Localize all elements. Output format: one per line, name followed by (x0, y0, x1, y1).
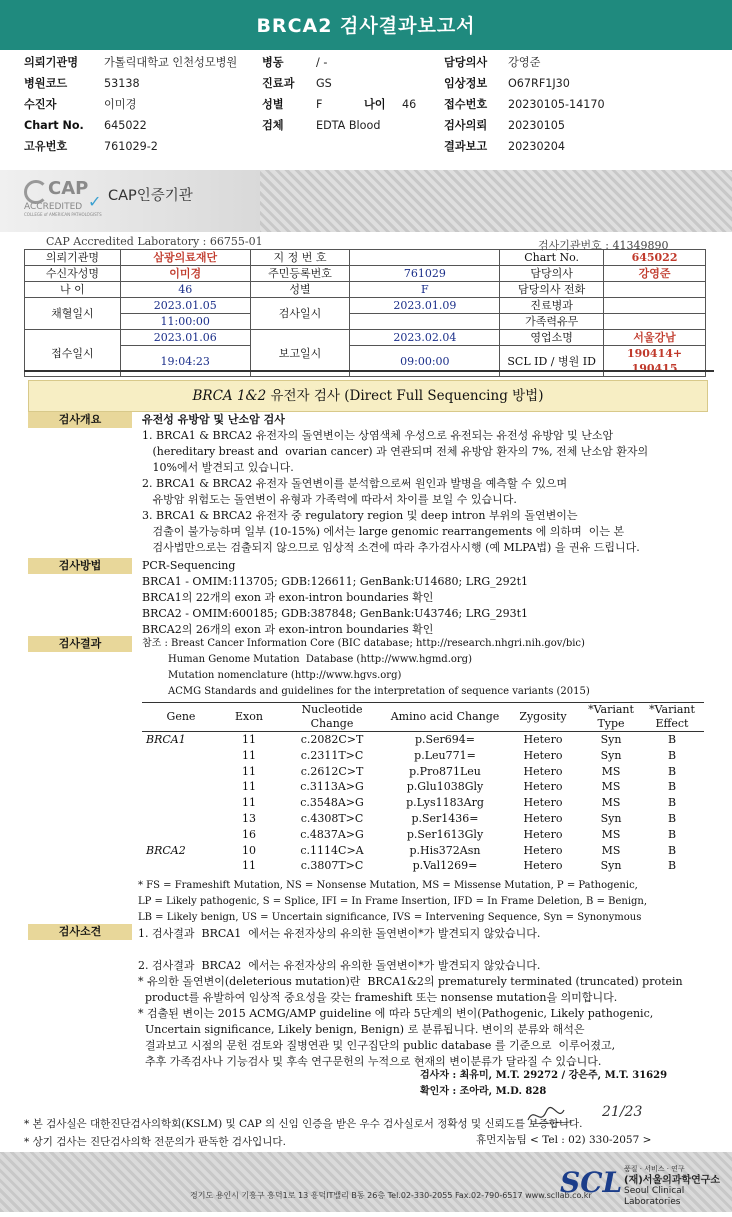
table-cell: p.Val1269= (412, 859, 478, 873)
table-cell: c.3113A>G (300, 780, 364, 794)
text-line: Uncertain significance, Likely benign, Benign) 로 분류됩니다. 변이의 분류와 해석은 (138, 1023, 585, 1036)
info-value: GS (316, 77, 332, 90)
text-line: product를 유발하여 임상적 중요성을 갖는 frameshift 또는 nonsense mutation을 의미합니다. (138, 991, 618, 1004)
grid-cell: 삼광의료재단 (120, 250, 250, 266)
grid-cell: 담당의사 (500, 266, 604, 282)
table-row (142, 811, 704, 827)
grid-cell: 2023.01.06 (120, 330, 250, 346)
info-label: 임상정보 (444, 77, 488, 90)
info-value: 761029-2 (104, 140, 158, 153)
title-method: 유전자 검사 (Direct Full Sequencing 방법) (266, 388, 544, 404)
column-header: Exon (220, 703, 278, 732)
table-cell: 11 (242, 859, 256, 873)
table-cell: c.3548A>G (300, 796, 364, 810)
scl-org-korean: (재)서울의과학연구소 (624, 1175, 721, 1186)
grid-cell: SCL ID / 병원 ID (500, 346, 604, 377)
table-cell (142, 858, 220, 874)
table-cell: Hetero (523, 733, 563, 746)
text-line: * 검출된 변이는 2015 ACMG/AMP guideline 에 따라 5단계의 변이(Pathogenic, Likely pathogenic, (138, 1007, 654, 1020)
scl-logo: SCL (560, 1166, 623, 1199)
grid-cell (604, 314, 706, 330)
table-cell: Syn (600, 859, 622, 873)
section-label-method: 검사방법 (28, 558, 132, 574)
grid-cell: 2023.02.04 (350, 330, 500, 346)
info-value: 645022 (104, 119, 147, 132)
info-value: 20230204 (508, 140, 565, 153)
info-value: EDTA Blood (316, 119, 381, 132)
scl-org-english: Seoul Clinical Laboratories (624, 1186, 685, 1207)
table-cell: p.Leu771= (414, 748, 476, 762)
mutation-table (142, 702, 704, 874)
cap-logo-tiny: COLLEGE of AMERICAN PATHOLOGISTS (24, 212, 102, 217)
table-cell (142, 779, 220, 795)
table-cell: p.Lys1183Arg (406, 796, 484, 810)
abbreviation-legend (138, 878, 718, 926)
grid-cell: 190414+ 190415 (604, 346, 706, 377)
table-cell: MS (601, 843, 621, 857)
sign-date: 21/23 (602, 1104, 643, 1120)
text-line: (hereditary breast and ovarian cancer) 과 연관되며 전체 유방암 환자의 7%, 전체 난소암 환자의 (142, 445, 649, 458)
info-label: 병원코드 (24, 77, 68, 90)
grid-cell: 의뢰기관명 (25, 250, 121, 266)
table-cell: 11 (242, 780, 256, 794)
text-line: 검사법만으로는 검출되지 않으므로 임상적 소견에 따라 추가검사시행 (예 MLPA법) 을 권유 드립니다. (142, 541, 640, 554)
table-cell: B (667, 780, 677, 794)
table-cell: p.Ser694= (414, 733, 476, 746)
info-value: 가톨릭대학교 인천성모병원 (104, 56, 238, 69)
table-cell: Hetero (523, 764, 563, 778)
grid-cell (604, 282, 706, 298)
info-label: 성별 (262, 98, 284, 111)
section-label-findings: 검사소견 (28, 924, 132, 940)
grid-cell: 2023.01.09 (350, 298, 500, 314)
table-cell: B (667, 827, 677, 841)
table-cell: MS (601, 796, 621, 810)
grid-cell: 지 정 번 호 (250, 250, 350, 266)
table-row (142, 843, 704, 859)
table-cell: B (667, 764, 677, 778)
info-label: 수진자 (24, 98, 57, 111)
text-line: 10%에서 발견되고 있습니다. (142, 461, 294, 474)
table-cell: 11 (242, 748, 256, 762)
lab-address: 경기도 용인시 기흥구 흥덕1로 13 흥덕IT밸리 B동 26층 Tel.02-330-2055 Fax.02-790-6517 www.scllab.co.kr (190, 1191, 592, 1200)
text-line: BRCA2의 26개의 exon 과 exon-intron boundaries 확인 (142, 623, 434, 636)
table-cell (142, 827, 220, 843)
table-cell: B (667, 811, 677, 825)
grid-row (25, 282, 706, 298)
info-value: / - (316, 56, 328, 69)
table-row (142, 732, 704, 748)
grid-row (25, 250, 706, 266)
table-cell: B (667, 859, 677, 873)
report-title: BRCA2 검사결과보고서 (0, 0, 732, 50)
table-cell: B (667, 733, 677, 746)
cap-banner (0, 170, 732, 232)
text-line: * 유의한 돌연변이(deleterious mutation)란 BRCA1&2의 prematurely terminated (truncated) protein (138, 975, 683, 988)
table-row (142, 779, 704, 795)
grid-cell: F (350, 282, 500, 298)
institution-number: 검사기관번호 : 41349890 (538, 239, 669, 252)
info-label: 담당의사 (444, 56, 488, 69)
table-row (142, 795, 704, 811)
findings-text (138, 926, 718, 1070)
info-value: 53138 (104, 77, 140, 90)
reference-text (142, 636, 710, 700)
table-cell: Syn (600, 748, 622, 762)
table-cell: Syn (600, 811, 622, 825)
section-label-overview: 검사개요 (28, 412, 132, 428)
grid-row (25, 330, 706, 346)
table-row (142, 748, 704, 764)
table-cell: p.Ser1613Gly (406, 827, 484, 841)
grid-row (25, 266, 706, 282)
table-cell: Hetero (523, 748, 563, 762)
table-cell: Hetero (523, 827, 563, 841)
text-line: BRCA1의 22개의 exon 과 exon-intron boundaries 확인 (142, 591, 434, 604)
text-line: 참조 : Breast Cancer Information Core (BIC database; http://research.nhgri.nih.gov/bic) (142, 638, 585, 649)
table-cell: 16 (242, 827, 256, 841)
cap-logo (20, 178, 104, 222)
grid-cell (604, 298, 706, 314)
grid-cell: 검사일시 (250, 298, 350, 330)
interpretation-note: * 상기 검사는 진단검사의학 전문의가 판독한 검사입니다. (24, 1136, 286, 1148)
report-body (24, 370, 714, 1136)
table-cell: MS (601, 827, 621, 841)
table-row (142, 764, 704, 780)
scl-org (624, 1164, 732, 1208)
title-gene: BRCA 1&2 (192, 388, 267, 404)
table-cell (142, 764, 220, 780)
text-line: Mutation nomenclature (http://www.hgvs.org) (168, 670, 402, 681)
cap-lab-number: CAP Accredited Laboratory : 66755-01 (46, 235, 263, 248)
text-line: 검출이 불가능하며 일부 (10-15%) 에서는 large genomic rearrangements 에 의하며 이는 본 (142, 525, 625, 538)
overview-heading: 유전성 유방암 및 난소암 검사 (142, 413, 285, 426)
grid-cell: 담당의사 전화 (500, 282, 604, 298)
table-cell: p.Ser1436= (411, 811, 479, 825)
table-cell (142, 795, 220, 811)
method-text (142, 558, 710, 638)
text-line: PCR-Sequencing (142, 559, 236, 572)
column-header: Gene (142, 703, 220, 732)
table-cell: 13 (242, 811, 256, 825)
table-cell: Hetero (523, 859, 563, 873)
grid-cell: 11:00:00 (120, 314, 250, 330)
table-cell: B (667, 843, 677, 857)
table-cell: Hetero (523, 780, 563, 794)
table-row (142, 827, 704, 843)
table-cell: c.2311T>C (300, 748, 364, 762)
text-line: 1. BRCA1 & BRCA2 유전자의 돌연변이는 상염색체 우성으로 유전되는 유전성 유방암 및 난소암 (142, 429, 614, 442)
text-line: LP = Likely pathogenic, S = Splice, IFI = In Frame Insertion, IFD = In Frame Deletion, B = Benign, (138, 896, 648, 907)
cap-logo-ring-icon (24, 180, 48, 204)
grid-cell: 이미경 (120, 266, 250, 282)
info-label: 진료과 (262, 77, 295, 90)
text-line: BRCA1 - OMIM:113705; GDB:126611; GenBank:U14680; LRG_292t1 (142, 575, 529, 588)
scl-slogan: 품질 · 서비스 · 연구 (624, 1165, 685, 1173)
table-cell: BRCA2 (146, 843, 186, 857)
table-cell: Syn (600, 733, 622, 746)
text-line: 2. 검사결과 BRCA2 에서는 유전자상의 유의한 돌연변이*가 발견되지 않았습니다. (138, 959, 541, 972)
cap-name: CAP인증기관 (108, 188, 193, 204)
grid-cell: 보고일시 (250, 330, 350, 377)
grid-cell: 진료병과 (500, 298, 604, 314)
column-header: Zygosity (504, 703, 582, 732)
grid-cell: 645022 (604, 250, 706, 266)
table-cell: B (667, 748, 677, 762)
cap-logo-sub: ACCREDITED (24, 202, 83, 212)
text-line: 결과보고 시점의 문헌 검토와 질병연관 및 인구집단의 public database 를 기준으로 이루어졌고, (138, 1039, 616, 1052)
footer-banner (0, 1152, 732, 1212)
grid-row (25, 314, 706, 330)
table-cell: Hetero (523, 843, 563, 857)
table-cell (142, 811, 220, 827)
info-value: 강영준 (508, 56, 541, 69)
info-label: 의뢰기관명 (24, 56, 79, 69)
grid-cell: 나 이 (25, 282, 121, 298)
grid-cell: 2023.01.05 (120, 298, 250, 314)
table-cell: 11 (242, 764, 256, 778)
mutation-table-header (142, 703, 704, 732)
section-label-result: 검사결과 (28, 636, 132, 652)
grid-row (25, 298, 706, 314)
table-cell: c.4308T>C (300, 811, 364, 825)
grid-cell: 주민등록번호 (250, 266, 350, 282)
table-cell: c.3807T>C (300, 859, 364, 873)
text-line: LB = Likely benign, US = Uncertain significance, IVS = Intervening Sequence, Syn = Synonymous (138, 912, 642, 923)
grid-cell (350, 250, 500, 266)
table-cell: Hetero (523, 811, 563, 825)
text-line: ACMG Standards and guidelines for the interpretation of sequence variants (2015) (168, 686, 590, 697)
info-value: O67RF1J30 (508, 77, 570, 90)
table-cell: MS (601, 764, 621, 778)
info-label: 검체 (262, 119, 284, 132)
text-line: * FS = Frameshift Mutation, NS = Nonsense Mutation, MS = Missense Mutation, P = Pathogenic, (138, 880, 638, 891)
grid-cell: 채혈일시 (25, 298, 121, 330)
column-header: *Variant Effect (640, 703, 704, 732)
cap-box (0, 170, 260, 232)
info-value: 이미경 (104, 98, 137, 111)
info-value: F (316, 98, 323, 111)
text-line (138, 942, 718, 958)
grid-cell: 46 (120, 282, 250, 298)
table-cell: p.Pro871Leu (409, 764, 481, 778)
check-icon: ✓ (88, 192, 102, 211)
table-cell: 10 (242, 843, 256, 857)
cap-logo-text: CAP (48, 178, 89, 199)
table-cell: c.1114C>A (300, 843, 364, 857)
grid-cell: 서울강남 (604, 330, 706, 346)
text-line: BRCA2 - OMIM:600185; GDB:387848; GenBank:U43746; LRG_293t1 (142, 607, 529, 620)
table-cell: BRCA1 (146, 733, 186, 746)
table-cell: 11 (242, 733, 256, 746)
text-line: 3. BRCA1 & BRCA2 유전자 중 regulatory region 및 deep intron 부위의 돌연변이는 (142, 509, 578, 522)
confirmer-signature: 확인자 : 조아라, M.D. 828 (420, 1086, 547, 1097)
table-row (142, 858, 704, 874)
grid-cell: 접수일시 (25, 330, 121, 377)
grid-cell: 가족력유무 (500, 314, 604, 330)
table-cell: B (667, 796, 677, 810)
table-cell: p.Glu1038Gly (406, 780, 484, 794)
team-contact: 휴먼지놈팀 < Tel : 02) 330-2057 > (476, 1134, 652, 1146)
info-value: 20230105 (508, 119, 565, 132)
table-cell: p.His372Asn (409, 843, 481, 857)
grid-cell: 수신자성명 (25, 266, 121, 282)
grid-cell: 09:00:00 (350, 346, 500, 377)
info-label: 나이 (364, 98, 386, 111)
info-value: 46 (402, 98, 417, 111)
grid-cell: Chart No. (500, 250, 604, 266)
grid-cell: 영업소명 (500, 330, 604, 346)
grid-cell (350, 314, 500, 330)
table-cell: 11 (242, 796, 256, 810)
text-line: 2. BRCA1 & BRCA2 유전자 돌연변이를 분석함으로써 원인과 발병을 예측할 수 있으며 (142, 477, 568, 490)
tester-signature: 검사자 : 최유미, M.T. 29272 / 강은주, M.T. 31629 (420, 1070, 668, 1081)
grid-cell: 강영준 (604, 266, 706, 282)
text-line: 추후 가족검사나 기능검사 및 후속 연구문헌의 누적으로 현재의 변이분류가 달라질 수 있습니다. (138, 1055, 602, 1068)
grid-cell: 19:04:23 (120, 346, 250, 377)
column-header: Nucleotide Change (278, 703, 386, 732)
text-line: 유방암 위험도는 돌연변이 유형과 가족력에 따라서 차이를 보일 수 있습니다. (142, 493, 517, 506)
text-line: Human Genome Mutation Database (http://www.hgmd.org) (168, 654, 472, 665)
report-section-title (28, 380, 708, 412)
table-cell: c.2082C>T (300, 733, 364, 746)
table-cell: Hetero (523, 796, 563, 810)
table-cell: c.4837A>G (300, 827, 364, 841)
table-cell: c.2612C>T (300, 764, 364, 778)
grid-cell: 761029 (350, 266, 500, 282)
info-value: 20230105-14170 (508, 98, 605, 111)
info-label: 접수번호 (444, 98, 488, 111)
patient-grid (24, 249, 706, 377)
info-label: 결과보고 (444, 140, 488, 153)
certification-note: * 본 검사실은 대한진단검사의학회(KSLM) 및 CAP 의 신임 인증을 받은 우수 검사실로서 정확성 및 신뢰도를 보증합니다. (24, 1118, 583, 1130)
info-label: 병동 (262, 56, 284, 69)
table-cell (142, 748, 220, 764)
grid-cell: 성별 (250, 282, 350, 298)
text-line: 1. 검사결과 BRCA1 에서는 유전자상의 유의한 돌연변이*가 발견되지 않았습니다. (138, 927, 541, 940)
overview-text (142, 412, 710, 556)
column-header: *Variant Type (582, 703, 640, 732)
table-cell: MS (601, 780, 621, 794)
info-label: 검사의뢰 (444, 119, 488, 132)
info-label: Chart No. (24, 119, 84, 132)
info-label: 고유번호 (24, 140, 68, 153)
column-header: Amino acid Change (386, 703, 504, 732)
